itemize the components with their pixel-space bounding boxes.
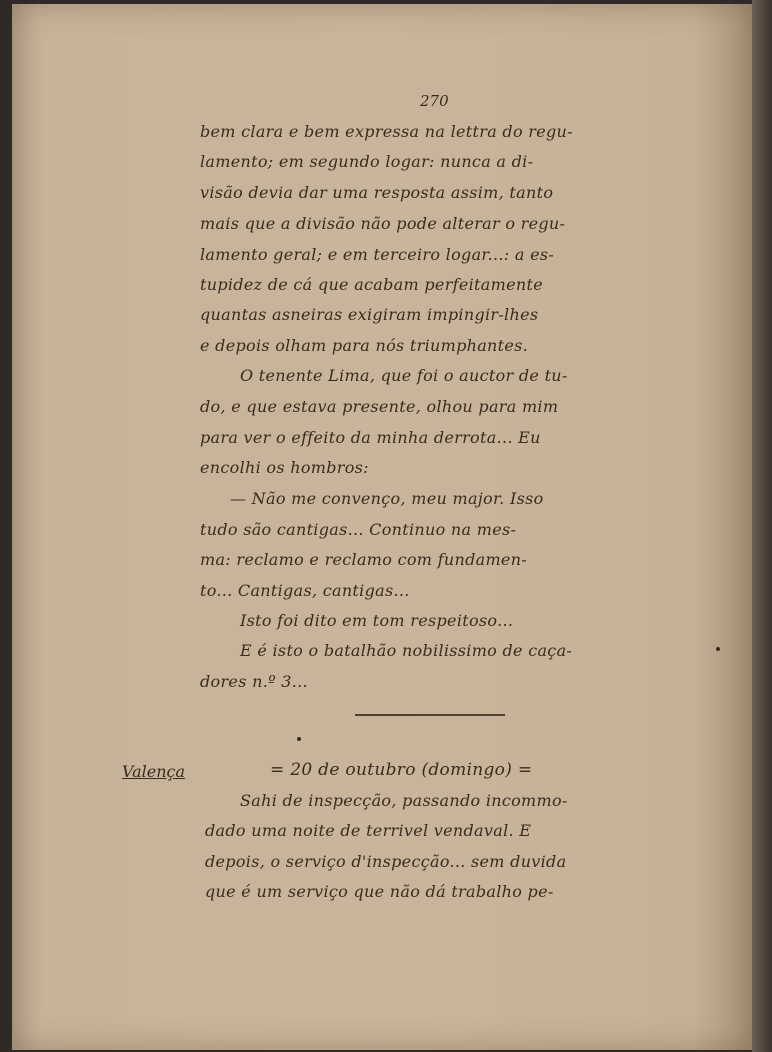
section-divider [355,714,505,716]
text-line: mais que a divisão não pode alterar o regu- [200,214,566,233]
page-edge [752,0,772,1052]
text-line: quantas asneiras exigiram impingir-lhes [200,305,539,324]
ink-dot [297,737,301,741]
text-line: bem clara e bem expressa na lettra do regu- [200,122,573,141]
text-line: tupidez de cá que acabam perfeitamente [200,275,543,294]
text-line: ma: reclamo e reclamo com fundamen- [200,550,528,569]
text-line: dado uma noite de terrivel vendaval. E [205,821,532,840]
text-line: dores n.º 3... [200,672,308,691]
text-line: O tenente Lima, que foi o auctor de tu- [240,366,568,385]
text-line: que é um serviço que não dá trabalho pe- [205,882,554,901]
text-line: para ver o effeito da minha derrota... Eu [200,428,541,447]
entry-date-heading: = 20 de outubro (domingo) = [270,760,533,780]
text-line: to... Cantigas, cantigas... [200,581,410,600]
text-line: tudo são cantigas... Continuo na mes- [200,520,517,539]
text-line: lamento geral; e em terceiro logar...: a es- [200,245,555,264]
text-line: — Não me convenço, meu major. Isso [230,489,544,508]
text-line: E é isto o batalhão nobilissimo de caça- [240,641,573,660]
ink-dot [716,647,720,651]
text-line: do, e que estava presente, olhou para mim [200,397,559,416]
text-line: Isto foi dito em tom respeitoso... [240,611,514,630]
text-line: depois, o serviço d'inspecção... sem duvida [205,852,567,871]
text-line: encolhi os hombros: [200,458,369,477]
text-line: Sahi de inspecção, passando incommo- [240,791,568,810]
text-line: lamento; em segundo logar: nunca a di- [200,152,534,171]
margin-place-label: Valença [122,762,186,781]
text-line: e depois olham para nós triumphantes. [200,336,529,355]
page-number: 270 [420,92,449,110]
text-line: visão devia dar uma resposta assim, tanto [200,183,554,202]
